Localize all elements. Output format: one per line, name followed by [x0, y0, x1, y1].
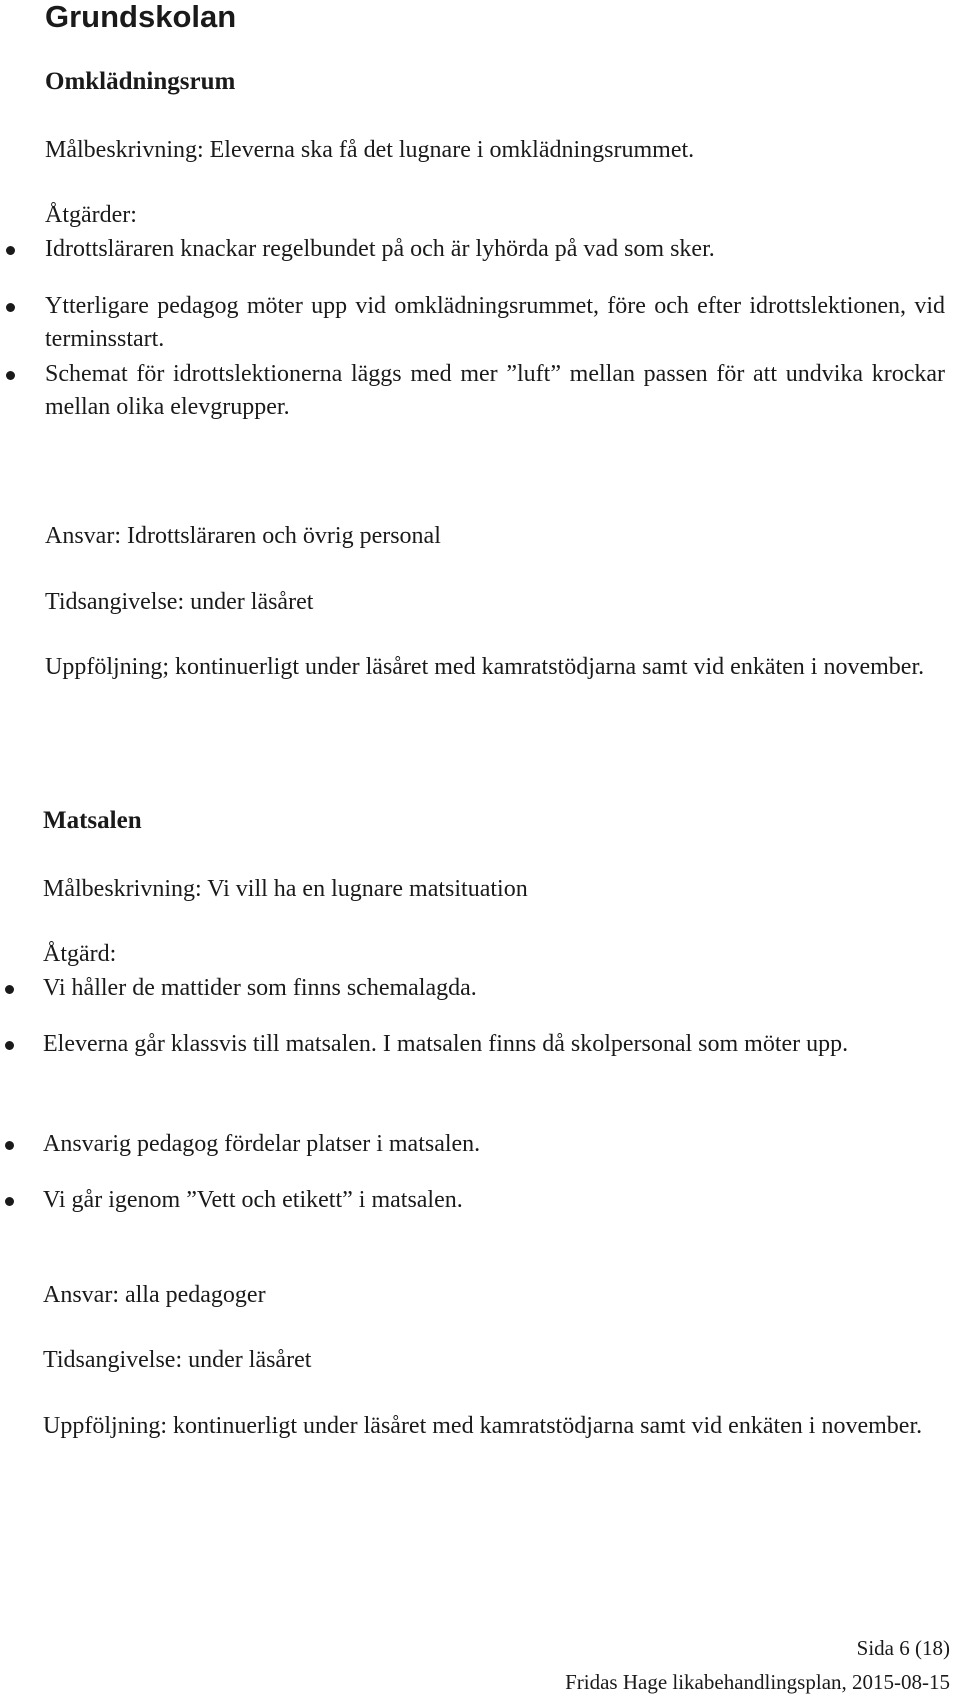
list-item: Vi håller de mattider som finns schemalagda. [43, 975, 477, 1001]
actions-label: Åtgärder: [45, 202, 137, 228]
bullet-icon [6, 246, 15, 255]
bullet-icon [5, 1041, 14, 1050]
list-item: Schemat för idrottslektionerna läggs med mer ”luft” mellan passen för att undvika krockar mellan olika elevgrupper. [45, 361, 945, 420]
bullet-icon [6, 303, 15, 312]
followup-text: Uppföljning; kontinuerligt under läsåret med kamratstödjarna samt vid enkäten i november. [45, 654, 925, 680]
responsibility-text: Ansvar: Idrottsläraren och övrig personal [45, 523, 441, 549]
goal-text: Målbeskrivning: Vi vill ha en lugnare matsituation [43, 876, 528, 902]
list-item: Ansvarig pedagog fördelar platser i matsalen. [43, 1131, 481, 1157]
section-heading-matsalen: Matsalen [43, 807, 142, 834]
page-number: Sida 6 (18) [856, 1636, 950, 1660]
document-footer: Fridas Hage likabehandlingsplan, 2015-08-15 [565, 1670, 950, 1694]
bullet-icon [6, 371, 15, 380]
responsibility-text: Ansvar: alla pedagoger [43, 1282, 266, 1308]
page-title: Grundskolan [45, 0, 237, 34]
section-heading-omkladningsrum: Omklädningsrum [45, 68, 236, 95]
followup-text: Uppföljning: kontinuerligt under läsåret med kamratstödjarna samt vid enkäten i november. [43, 1413, 923, 1439]
bullet-icon [5, 1197, 14, 1206]
list-item: Vi går igenom ”Vett och etikett” i matsalen. [43, 1187, 463, 1213]
list-item: Eleverna går klassvis till matsalen. I matsalen finns då skolpersonal som möter upp. [43, 1031, 849, 1057]
timing-text: Tidsangivelse: under läsåret [45, 589, 314, 615]
list-item: Idrottsläraren knackar regelbundet på och är lyhörda på vad som sker. [45, 236, 715, 262]
actions-label: Åtgärd: [43, 941, 117, 967]
list-item: Ytterligare pedagog möter upp vid omklädningsrummet, före och efter idrottslektionen, vid terminsstart. [45, 293, 945, 352]
bullet-icon [5, 985, 14, 994]
goal-text: Målbeskrivning: Eleverna ska få det lugnare i omklädningsrummet. [45, 137, 695, 163]
timing-text: Tidsangivelse: under läsåret [43, 1347, 312, 1373]
bullet-icon [5, 1141, 14, 1150]
